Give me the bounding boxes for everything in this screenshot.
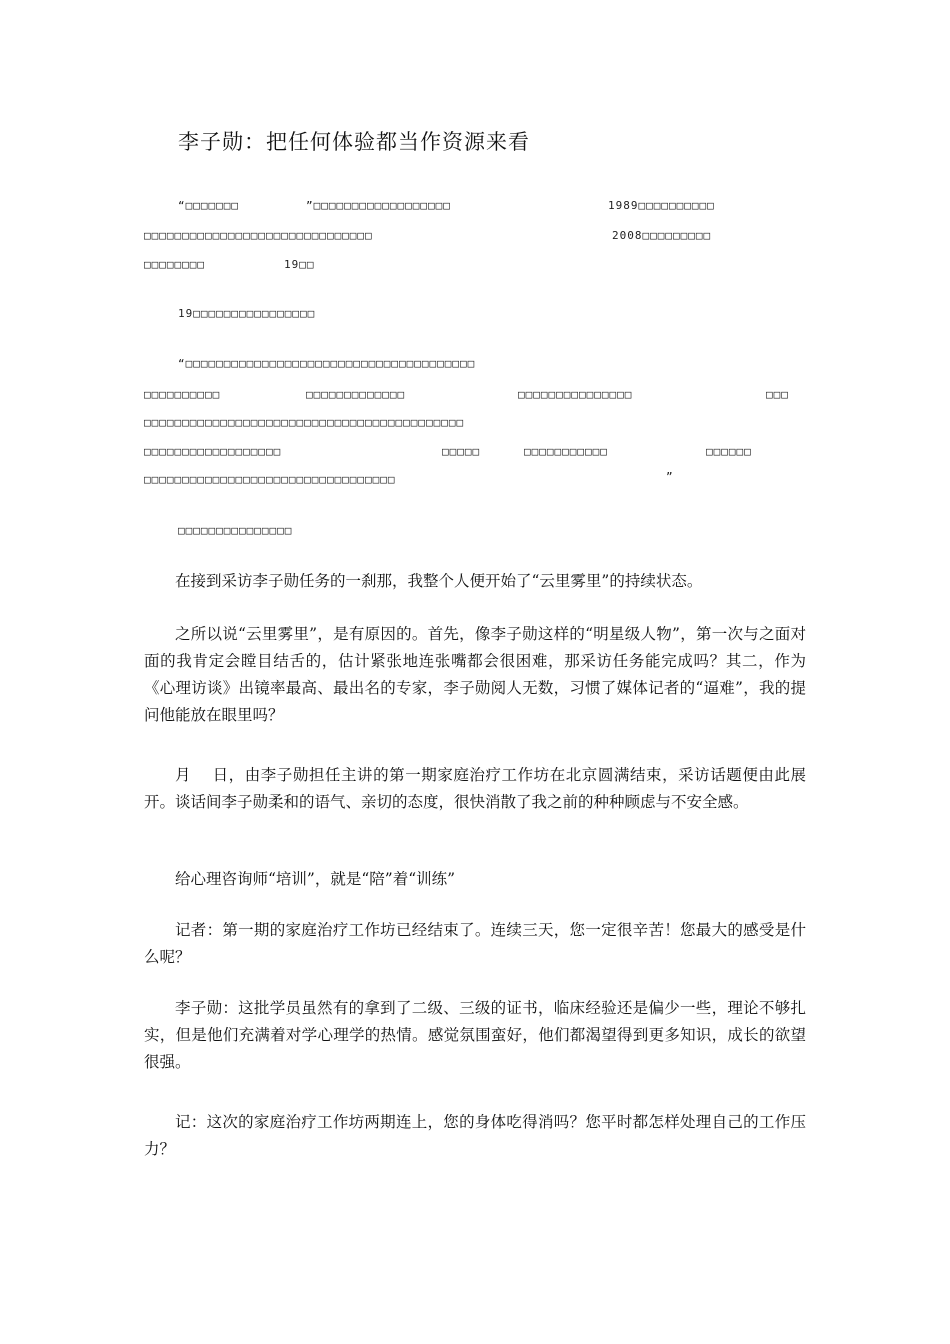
paragraph-1: 在接到采访李子勋任务的一刹那，我整个人便开始了“云里雾里”的持续状态。 bbox=[175, 572, 703, 590]
intro-line-3b: 19□□ bbox=[284, 258, 315, 271]
section-heading: 给心理咨询师“培训”，就是“陪”着“训练” bbox=[175, 870, 456, 888]
paragraph-7: 记：这次的家庭治疗工作坊两期连上，您的身体吃得消吗？您平时都怎样处理自己的工作压力？ bbox=[144, 1113, 806, 1158]
paragraph-5: 记者：第一期的家庭治疗工作坊已经结束了。连续三天，您一定很辛苦！您最大的感受是什么呢？ bbox=[144, 921, 806, 966]
article-title: 李子勋：把任何体验都当作资源来看 bbox=[178, 130, 530, 154]
paragraph-6: 李子勋：这批学员虽然有的拿到了二级、三级的证书，临床经验还是偏少一些，理论不够扎实，但是他们充满着对学心理学的热情。感觉氛围蛮好，他们都渴望得到更多知识，成长的欲望很强。 bbox=[144, 999, 806, 1071]
quote-line-4a: □□□□□□□□□□□□□□□□□□ bbox=[144, 445, 282, 458]
quote-line-4c: □□□□□□□□□□□ bbox=[524, 445, 608, 458]
quote-line-4b: □□□□□ bbox=[442, 445, 481, 458]
intro-line-2b: 2008□□□□□□□□□ bbox=[612, 229, 712, 242]
quote-line-2b: □□□□□□□□□□□□□ bbox=[306, 388, 406, 401]
quote-line-2d: □□□ bbox=[766, 388, 789, 401]
note-garbled: □□□□□□□□□□□□□□□ bbox=[178, 524, 293, 537]
quote-line-1: “□□□□□□□□□□□□□□□□□□□□□□□□□□□□□□□□□□□□□□ bbox=[178, 357, 476, 370]
intro-line-1c: 1989□□□□□□□□□□ bbox=[608, 199, 715, 212]
quote-line-5a: □□□□□□□□□□□□□□□□□□□□□□□□□□□□□□□□□ bbox=[144, 473, 396, 486]
intro-line-1b: ”□□□□□□□□□□□□□□□□□□ bbox=[306, 199, 451, 212]
intro-line-3a: □□□□□□□□ bbox=[144, 258, 205, 271]
intro-line-1a: “□□□□□□□ bbox=[178, 199, 239, 212]
quote-line-2a: □□□□□□□□□□ bbox=[144, 388, 221, 401]
paragraph-2: 之所以说“云里雾里”，是有原因的。首先，像李子勋这样的“明星级人物”，第一次与之面对面的我肯定会瞠目结舌的，估计紧张地连张嘴都会很困难，那采访任务能完成吗？其二，作为《心理访谈》出镜率最高、最出名的专家，李子勋阅人无数，习惯了媒体记者的“逼难”，我的提问他能放在眼里吗？ bbox=[144, 625, 806, 724]
intro-line-2a: □□□□□□□□□□□□□□□□□□□□□□□□□□□□□□ bbox=[144, 229, 373, 242]
paragraph-3: 月 日，由李子勋担任主讲的第一期家庭治疗工作坊在北京圆满结束，采访话题便由此展开。谈话间李子勋柔和的语气、亲切的态度，很快消散了我之前的种种顾虑与不安全感。 bbox=[144, 766, 806, 811]
quote-line-5b: ” bbox=[666, 470, 674, 483]
subhead-garbled: 19□□□□□□□□□□□□□□□□ bbox=[178, 307, 316, 320]
quote-line-2c: □□□□□□□□□□□□□□□ bbox=[518, 388, 633, 401]
quote-line-4d: □□□□□□ bbox=[706, 445, 752, 458]
quote-line-3: □□□□□□□□□□□□□□□□□□□□□□□□□□□□□□□□□□□□□□□□□□ bbox=[144, 416, 465, 429]
